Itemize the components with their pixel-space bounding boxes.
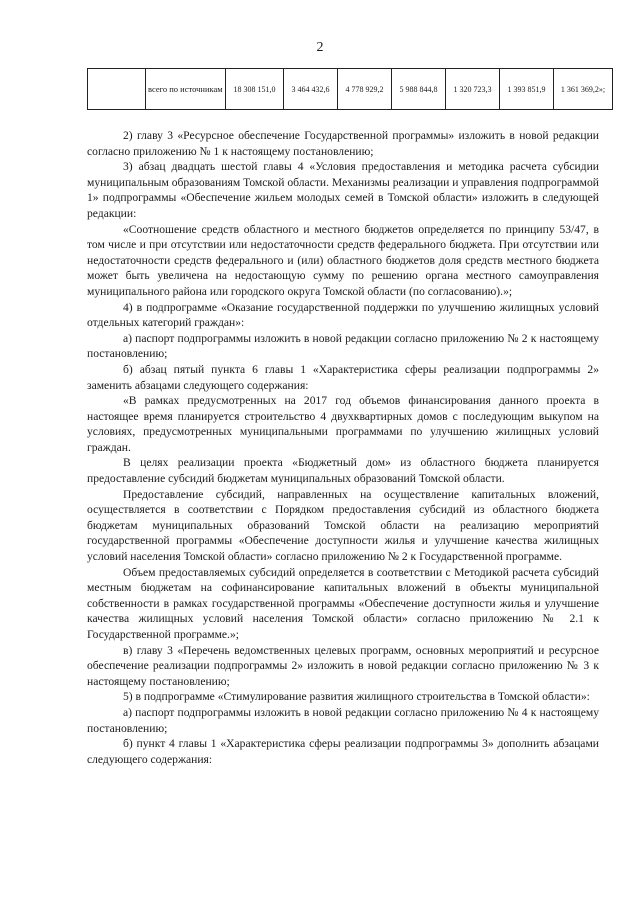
table-cell: 1 320 723,3 — [446, 69, 500, 110]
paragraph: б) пункт 4 главы 1 «Характеристика сферы реализации подпрограммы 3» дополнить абзацами следующего содержания: — [87, 737, 599, 766]
funding-table — [87, 68, 613, 110]
page-number: 2 — [316, 40, 324, 55]
paragraph: а) паспорт подпрограммы изложить в новой редакции согласно приложению № 4 к настоящему постановлению; — [87, 705, 599, 735]
table-cell: 3 464 432,6 — [284, 69, 338, 110]
table-cell: 5 988 844,8 — [392, 69, 446, 110]
paragraph: Предоставление субсидий, направленных на осуществление капитальных вложений, осуществляется в соответствии с Порядком предоставления субсидий из областного бюджета бюджетам муниципальных образований Томской области на реализацию мероприятий государственной программы «Обеспечение доступности жилья и улучшение качества жилищных условий населения Томской области» согласно приложению № 2 к Государственной программе. — [87, 487, 599, 564]
paragraph: 4) в подпрограмме «Оказание государственной поддержки по улучшению жилищных условий отдельных категорий граждан»: — [87, 300, 599, 330]
paragraph: в) главу 3 «Перечень ведомственных целевых программ, основных мероприятий и ресурсное обеспечение реализации подпрограммы 2» изложить в новой редакции согласно приложению № 3 к настоящему постановлению; — [87, 643, 599, 688]
paragraph: а) паспорт подпрограммы изложить в новой редакции согласно приложению № 2 к настоящему постановлению; — [87, 331, 599, 361]
table-cell-empty — [88, 69, 146, 110]
paragraph: 2) главу 3 «Ресурсное обеспечение Государственной программы» изложить в новой редакции согласно приложению № 1 к настоящему постановлению; — [87, 129, 599, 158]
paragraph: «Соотношение средств областного и местного бюджетов определяется по принципу 53/47, в том числе и при отсутствии или недостаточности средств федерального бюджета. При отсутствии или недостаточности средств федерального и (или) областного бюджетов доля средств местного бюджета может быть увеличена на недостающую сумму по решению органа местного самоуправления муниципального района или городского округа Томской области (по согласованию).»; — [87, 222, 599, 298]
table-row-label: всего по источникам — [146, 69, 226, 110]
paragraph: 3) абзац двадцать шестой главы 4 «Условия предоставления и методика расчета субсидии муниципальным образованиям Томской области. Механизмы реализации и управления подпрограммой 1» подпрограммы «Обеспечение жильем молодых семей в Томской области» изложить в следующей редакции: — [87, 160, 599, 220]
table-cell: 4 778 929,2 — [338, 69, 392, 110]
table-cell: 18 308 151,0 — [226, 69, 284, 110]
paragraph: б) абзац пятый пункта 6 главы 1 «Характеристика сферы реализации подпрограммы 2» заменить абзацами следующего содержания: — [87, 362, 599, 392]
document-body — [87, 128, 599, 767]
paragraph: 5) в подпрограмме «Стимулирование развития жилищного строительства в Томской области»: — [123, 690, 590, 704]
table-cell: 1 361 369,2»; — [554, 69, 613, 110]
paragraph: «В рамках предусмотренных на 2017 год объемов финансирования данного проекта в настоящее время планируется строительство 4 двухквартирных домов с последующим выкупом на условиях, предусмотренных муниципальными программами по улучшению жилищных условий граждан. — [87, 394, 599, 454]
table-cell: 1 393 851,9 — [500, 69, 554, 110]
paragraph: В целях реализации проекта «Бюджетный дом» из областного бюджета планируется предоставление субсидий бюджетам муниципальных образований Томской области. — [87, 456, 599, 486]
table-row — [88, 69, 613, 110]
paragraph: Объем предоставляемых субсидий определяется в соответствии с Методикой расчета субсидий местным бюджетам на софинансирование капитальных вложений в объекты муниципальной собственности в рамках государственной программы «Обеспечение доступности жилья и улучшение качества жилищных условий населения Томской области» согласно приложению № 2.1 к Государственной программе.»; — [87, 565, 599, 641]
